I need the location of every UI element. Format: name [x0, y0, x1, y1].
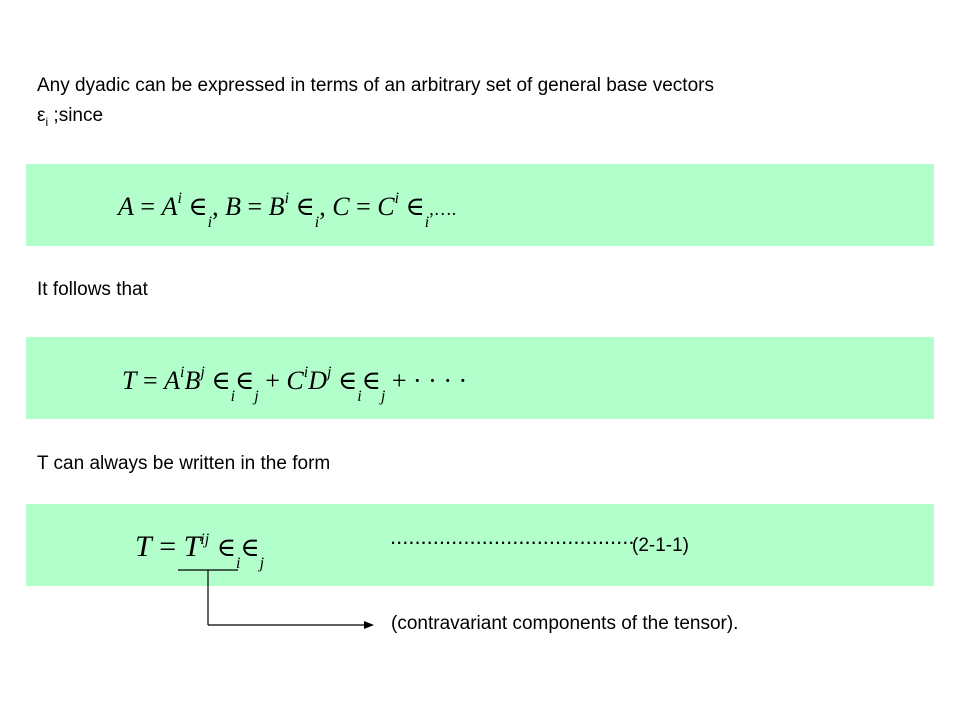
equation-3: $T = T^{ij}$ $\in_i\in_j$: [135, 530, 265, 572]
follows-text: It follows that: [37, 279, 148, 300]
equation-1: $A = A^i$ $\in_i$, $B = B^i$ $\in_i$, $C = C^i$ $\in_i,\dots$.: [118, 190, 457, 231]
epsilon-symbol: ε: [37, 105, 46, 126]
intro-text: Any dyadic can be expressed in terms of an arbitrary set of general base vectors: [37, 75, 714, 96]
contravariant-note: (contravariant components of the tensor).: [391, 613, 739, 634]
equation-number: (2-1-1): [632, 535, 690, 556]
equation-dots: ........................................: [390, 524, 635, 549]
form-text: T can always be written in the form: [37, 453, 331, 474]
epsilon-subscript: i: [45, 114, 49, 129]
since-text: ;since: [48, 105, 104, 126]
equation-2: $T = A^iB^j$ $\in_i\in_j + C^iD^j$ $\in_i\in_j$ + · · · ·: [122, 364, 468, 405]
